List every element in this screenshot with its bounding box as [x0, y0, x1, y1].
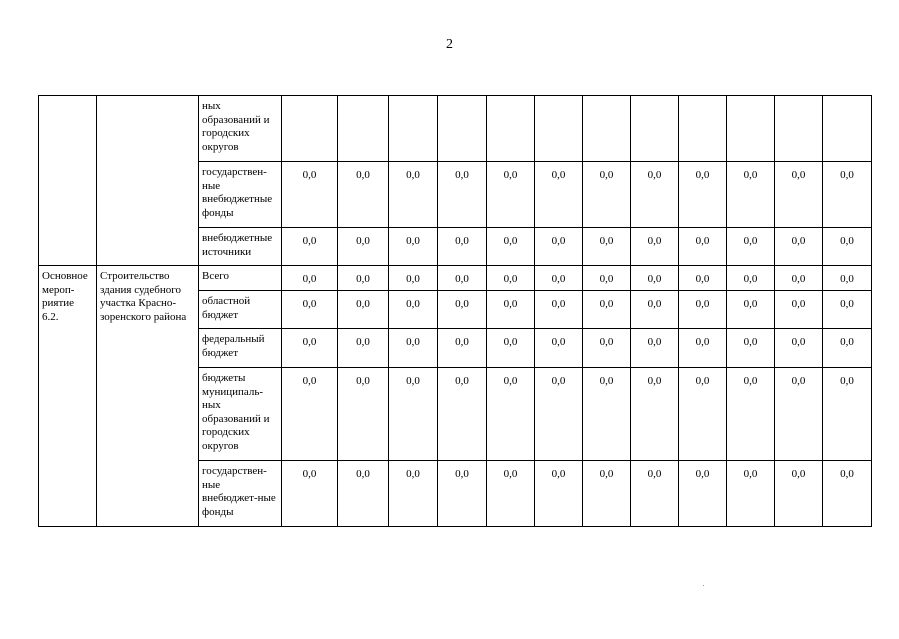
value-cell [338, 96, 389, 162]
value-cell: 0,0 [775, 461, 823, 527]
value-cell: 0,0 [282, 291, 338, 329]
value-cell: 0,0 [338, 368, 389, 461]
event-name-cell-empty [97, 96, 199, 266]
value-cell: 0,0 [487, 368, 535, 461]
value-cell: 0,0 [823, 329, 872, 368]
value-cell [487, 96, 535, 162]
funding-source-cell: бюджеты муниципаль-ных образований и городских округов [199, 368, 282, 461]
value-cell: 0,0 [487, 329, 535, 368]
value-cell: 0,0 [438, 266, 487, 291]
value-cell: 0,0 [775, 228, 823, 266]
value-cell: 0,0 [631, 461, 679, 527]
value-cell: 0,0 [535, 329, 583, 368]
value-cell: 0,0 [727, 228, 775, 266]
value-cell: 0,0 [583, 228, 631, 266]
value-cell: 0,0 [631, 162, 679, 228]
value-cell: 0,0 [823, 162, 872, 228]
value-cell: 0,0 [438, 461, 487, 527]
value-cell: 0,0 [727, 368, 775, 461]
value-cell: 0,0 [583, 266, 631, 291]
event-number-cell: Основное мероп-риятие 6.2. [39, 266, 97, 527]
value-cell: 0,0 [282, 228, 338, 266]
scan-speck [703, 585, 704, 586]
value-cell [583, 96, 631, 162]
value-cell: 0,0 [775, 368, 823, 461]
funding-source-cell: ных образований и городских округов [199, 96, 282, 162]
value-cell: 0,0 [338, 228, 389, 266]
value-cell: 0,0 [535, 266, 583, 291]
value-cell: 0,0 [282, 162, 338, 228]
value-cell: 0,0 [282, 461, 338, 527]
value-cell: 0,0 [389, 368, 438, 461]
page-number: 2 [446, 37, 453, 52]
value-cell: 0,0 [389, 329, 438, 368]
value-cell [727, 96, 775, 162]
value-cell: 0,0 [438, 291, 487, 329]
event-cell-empty [39, 96, 97, 266]
value-cell: 0,0 [823, 266, 872, 291]
value-cell: 0,0 [389, 461, 438, 527]
value-cell: 0,0 [487, 266, 535, 291]
value-cell: 0,0 [282, 266, 338, 291]
value-cell: 0,0 [775, 291, 823, 329]
value-cell: 0,0 [535, 368, 583, 461]
funding-source-cell: Всего [199, 266, 282, 291]
value-cell [823, 96, 872, 162]
value-cell: 0,0 [487, 162, 535, 228]
value-cell: 0,0 [631, 266, 679, 291]
budget-table [38, 95, 872, 527]
value-cell [438, 96, 487, 162]
value-cell: 0,0 [438, 162, 487, 228]
value-cell: 0,0 [338, 162, 389, 228]
value-cell: 0,0 [487, 291, 535, 329]
value-cell: 0,0 [338, 329, 389, 368]
value-cell: 0,0 [679, 461, 727, 527]
value-cell: 0,0 [487, 228, 535, 266]
table-row [39, 96, 872, 162]
value-cell: 0,0 [679, 291, 727, 329]
value-cell: 0,0 [389, 291, 438, 329]
value-cell [389, 96, 438, 162]
value-cell: 0,0 [438, 228, 487, 266]
funding-source-cell: федеральный бюджет [199, 329, 282, 368]
value-cell: 0,0 [679, 162, 727, 228]
value-cell: 0,0 [631, 368, 679, 461]
value-cell: 0,0 [338, 461, 389, 527]
value-cell: 0,0 [631, 291, 679, 329]
value-cell: 0,0 [487, 461, 535, 527]
value-cell: 0,0 [338, 291, 389, 329]
value-cell: 0,0 [631, 329, 679, 368]
value-cell: 0,0 [823, 461, 872, 527]
value-cell: 0,0 [389, 162, 438, 228]
value-cell: 0,0 [727, 461, 775, 527]
value-cell: 0,0 [679, 368, 727, 461]
value-cell: 0,0 [583, 291, 631, 329]
value-cell: 0,0 [583, 368, 631, 461]
value-cell: 0,0 [583, 329, 631, 368]
funding-source-cell: государствен-ные внебюджетные фонды [199, 162, 282, 228]
value-cell [535, 96, 583, 162]
value-cell: 0,0 [535, 291, 583, 329]
table-row [39, 266, 872, 291]
value-cell: 0,0 [282, 368, 338, 461]
value-cell: 0,0 [631, 228, 679, 266]
value-cell: 0,0 [727, 162, 775, 228]
value-cell: 0,0 [775, 162, 823, 228]
value-cell: 0,0 [679, 266, 727, 291]
value-cell: 0,0 [775, 266, 823, 291]
value-cell [679, 96, 727, 162]
value-cell: 0,0 [389, 266, 438, 291]
value-cell [631, 96, 679, 162]
value-cell: 0,0 [823, 228, 872, 266]
value-cell: 0,0 [679, 329, 727, 368]
event-name-cell: Строительство здания судебного участка Краснозоренского района [97, 266, 199, 527]
value-cell: 0,0 [438, 329, 487, 368]
value-cell: 0,0 [282, 329, 338, 368]
value-cell: 0,0 [775, 329, 823, 368]
funding-source-cell: государствен-ные внебюджет-ные фонды [199, 461, 282, 527]
value-cell: 0,0 [823, 291, 872, 329]
value-cell: 0,0 [679, 228, 727, 266]
value-cell: 0,0 [389, 228, 438, 266]
value-cell: 0,0 [583, 461, 631, 527]
value-cell: 0,0 [583, 162, 631, 228]
value-cell: 0,0 [438, 368, 487, 461]
value-cell: 0,0 [823, 368, 872, 461]
value-cell [282, 96, 338, 162]
value-cell: 0,0 [727, 291, 775, 329]
funding-source-cell: внебюджетные источники [199, 228, 282, 266]
value-cell [775, 96, 823, 162]
value-cell: 0,0 [338, 266, 389, 291]
value-cell: 0,0 [535, 461, 583, 527]
value-cell: 0,0 [535, 162, 583, 228]
value-cell: 0,0 [727, 266, 775, 291]
funding-source-cell: областной бюджет [199, 291, 282, 329]
value-cell: 0,0 [535, 228, 583, 266]
value-cell: 0,0 [727, 329, 775, 368]
